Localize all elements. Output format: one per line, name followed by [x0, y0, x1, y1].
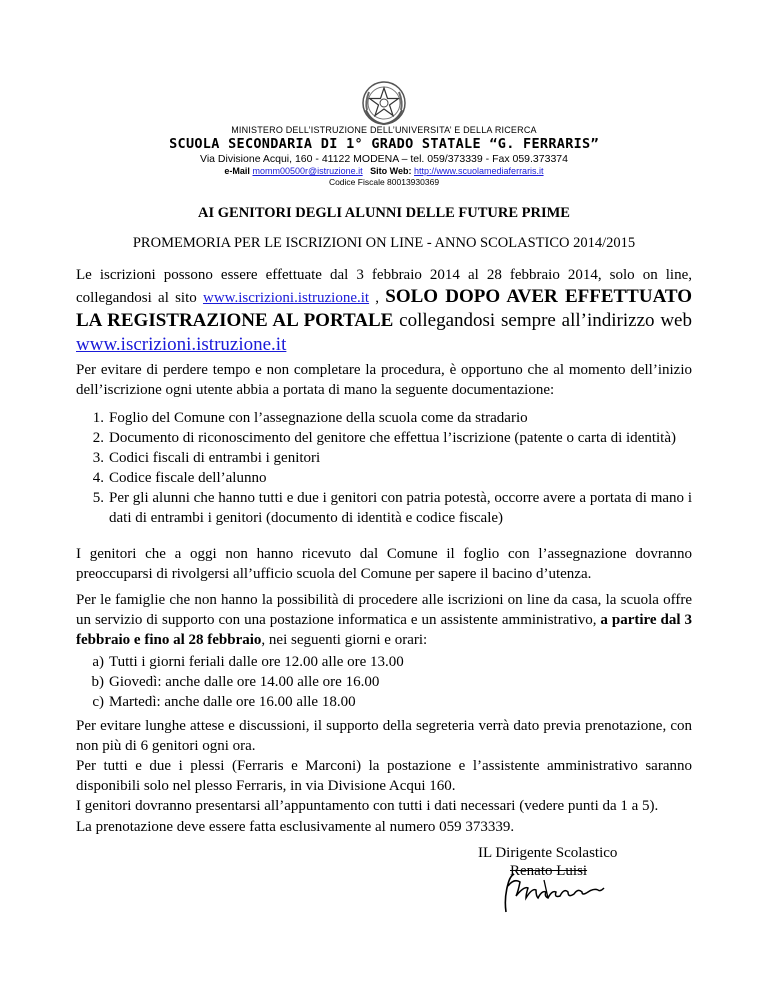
list-item — [76, 652, 692, 672]
booking-paragraph — [76, 716, 692, 816]
list-letter: a) — [92, 654, 104, 670]
signatory-name: Renato Luisi — [510, 863, 588, 879]
list-number: 1. — [92, 410, 104, 426]
list-item — [76, 672, 692, 692]
p1-text-c: collegandosi sempre all’indirizzo web — [393, 310, 692, 331]
documents-list — [76, 408, 692, 528]
school-name: SCUOLA SECONDARIA DI 1° GRADO STATALE “G. FERRARIS” — [169, 136, 599, 152]
list-number: 5. — [92, 490, 104, 506]
list-letter: c) — [92, 694, 104, 710]
list-text: Martedì: anche dalle ore 16.00 alle 18.00 — [109, 694, 356, 710]
list-item — [76, 692, 692, 712]
list-number: 4. — [92, 470, 104, 486]
reminder-title: PROMEMORIA PER LE ISCRIZIONI ON LINE - ANNO SCOLASTICO 2014/2015 — [132, 235, 636, 251]
list-text: Codice fiscale dell’alunno — [109, 470, 267, 486]
list-item — [76, 468, 692, 488]
list-text: Giovedì: anche dalle ore 14.00 alle ore 16.00 — [109, 674, 380, 690]
p4-text-a: Per le famiglie che non hanno la possibilità di procedere alle iscrizioni on line da casa, la scuola offre un servizio di supporto con una postazione informatica e un assistente amministrativo, — [76, 592, 692, 628]
website-link[interactable]: http://www.scuolamediaferraris.it — [414, 166, 544, 176]
italian-republic-emblem-icon — [361, 80, 407, 126]
fiscal-code: Codice Fiscale 80013930369 — [328, 177, 440, 187]
signatory-role: IL Dirigente Scolastico — [478, 845, 618, 861]
portal-link-2[interactable]: www.iscrizioni.istruzione.it — [76, 334, 287, 355]
booking-phone-paragraph: La prenotazione deve essere fatta esclusivamente al numero 059 373339. — [76, 819, 515, 835]
p4-text-b: , nei seguenti giorni e orari: — [261, 632, 428, 648]
email-link[interactable]: momm00500r@istruzione.it — [252, 166, 363, 176]
ministry-name: MINISTERO DELL’ISTRUZIONE DELL’UNIVERSITA’ E DELLA RICERCA — [231, 125, 537, 135]
list-number: 2. — [92, 430, 104, 446]
school-contacts — [0, 166, 768, 176]
support-service-paragraph — [76, 590, 692, 650]
support-dates: a partire dal 3 febbraio e fino al 28 febbraio — [76, 612, 693, 648]
p1-text-a: Le iscrizioni possono essere effettuate dal 3 febbraio 2014 al 28 febbraio 2014, solo on line, collegandosi al sito — [76, 267, 692, 306]
school-address: Via Divisione Acqui, 160 - 41122 MODENA – tel. 059/373339 - Fax 059.373374 — [200, 153, 568, 165]
portal-link[interactable]: www.iscrizioni.istruzione.it — [202, 290, 370, 306]
list-number: 3. — [92, 450, 104, 466]
list-item — [76, 408, 692, 428]
enrollment-dates-paragraph — [76, 265, 692, 357]
list-text: Documento di riconoscimento del genitore che effettua l’iscrizione (patente o carta di identità) — [109, 430, 676, 446]
list-text: Per gli alunni che hanno tutti e due i genitori con patria potestà, occorre avere a portata di mano i dati di entrambi i genitori (documento di identità e codice fiscale) — [109, 490, 692, 526]
p1-text-b: , — [369, 290, 386, 306]
email-label: e-Mail — [224, 166, 250, 176]
municipality-paragraph: I genitori che a oggi non hanno ricevuto dal Comune il foglio con l’assegnazione dovranno preoccuparsi di rivolgersi all’ufficio scuola del Comune per sapere il bacino d’utenza. — [76, 546, 692, 582]
booking-line-1: Per evitare lunghe attese e discussioni, il supporto della segreteria verrà dato previa prenotazione, con non più di 6 genitori ogni ora. — [76, 718, 692, 754]
list-letter: b) — [91, 674, 104, 690]
addressee-heading: AI GENITORI DEGLI ALUNNI DELLE FUTURE PRIME — [198, 205, 570, 221]
list-item — [76, 428, 692, 448]
schedule-list — [76, 652, 692, 712]
web-label: Sito Web: — [370, 166, 412, 176]
booking-line-3: I genitori dovranno presentarsi all’appuntamento con tutti i dati necessari (vedere punti da 1 a 5). — [76, 798, 659, 814]
documentation-intro: Per evitare di perdere tempo e non completare la procedura, è opportuno che al momento dell’inizio dell’iscrizione ogni utente abbia a portata di mano la seguente documentazione: — [76, 362, 692, 398]
list-text: Codici fiscali di entrambi i genitori — [109, 450, 321, 466]
list-item — [76, 448, 692, 468]
handwritten-signature — [496, 868, 612, 918]
list-text: Foglio del Comune con l’assegnazione della scuola come da stradario — [109, 410, 528, 426]
list-item — [76, 488, 692, 528]
booking-line-2: Per tutti e due i plessi (Ferraris e Marconi) la postazione e l’assistente amministrativo saranno disponibili solo nel plesso Ferraris, in via Divisione Acqui 160. — [76, 758, 692, 794]
registration-warning: SOLO DOPO AVER EFFETTUATO LA REGISTRAZIONE AL PORTALE — [76, 286, 692, 331]
list-text: Tutti i giorni feriali dalle ore 12.00 alle ore 13.00 — [109, 654, 404, 670]
